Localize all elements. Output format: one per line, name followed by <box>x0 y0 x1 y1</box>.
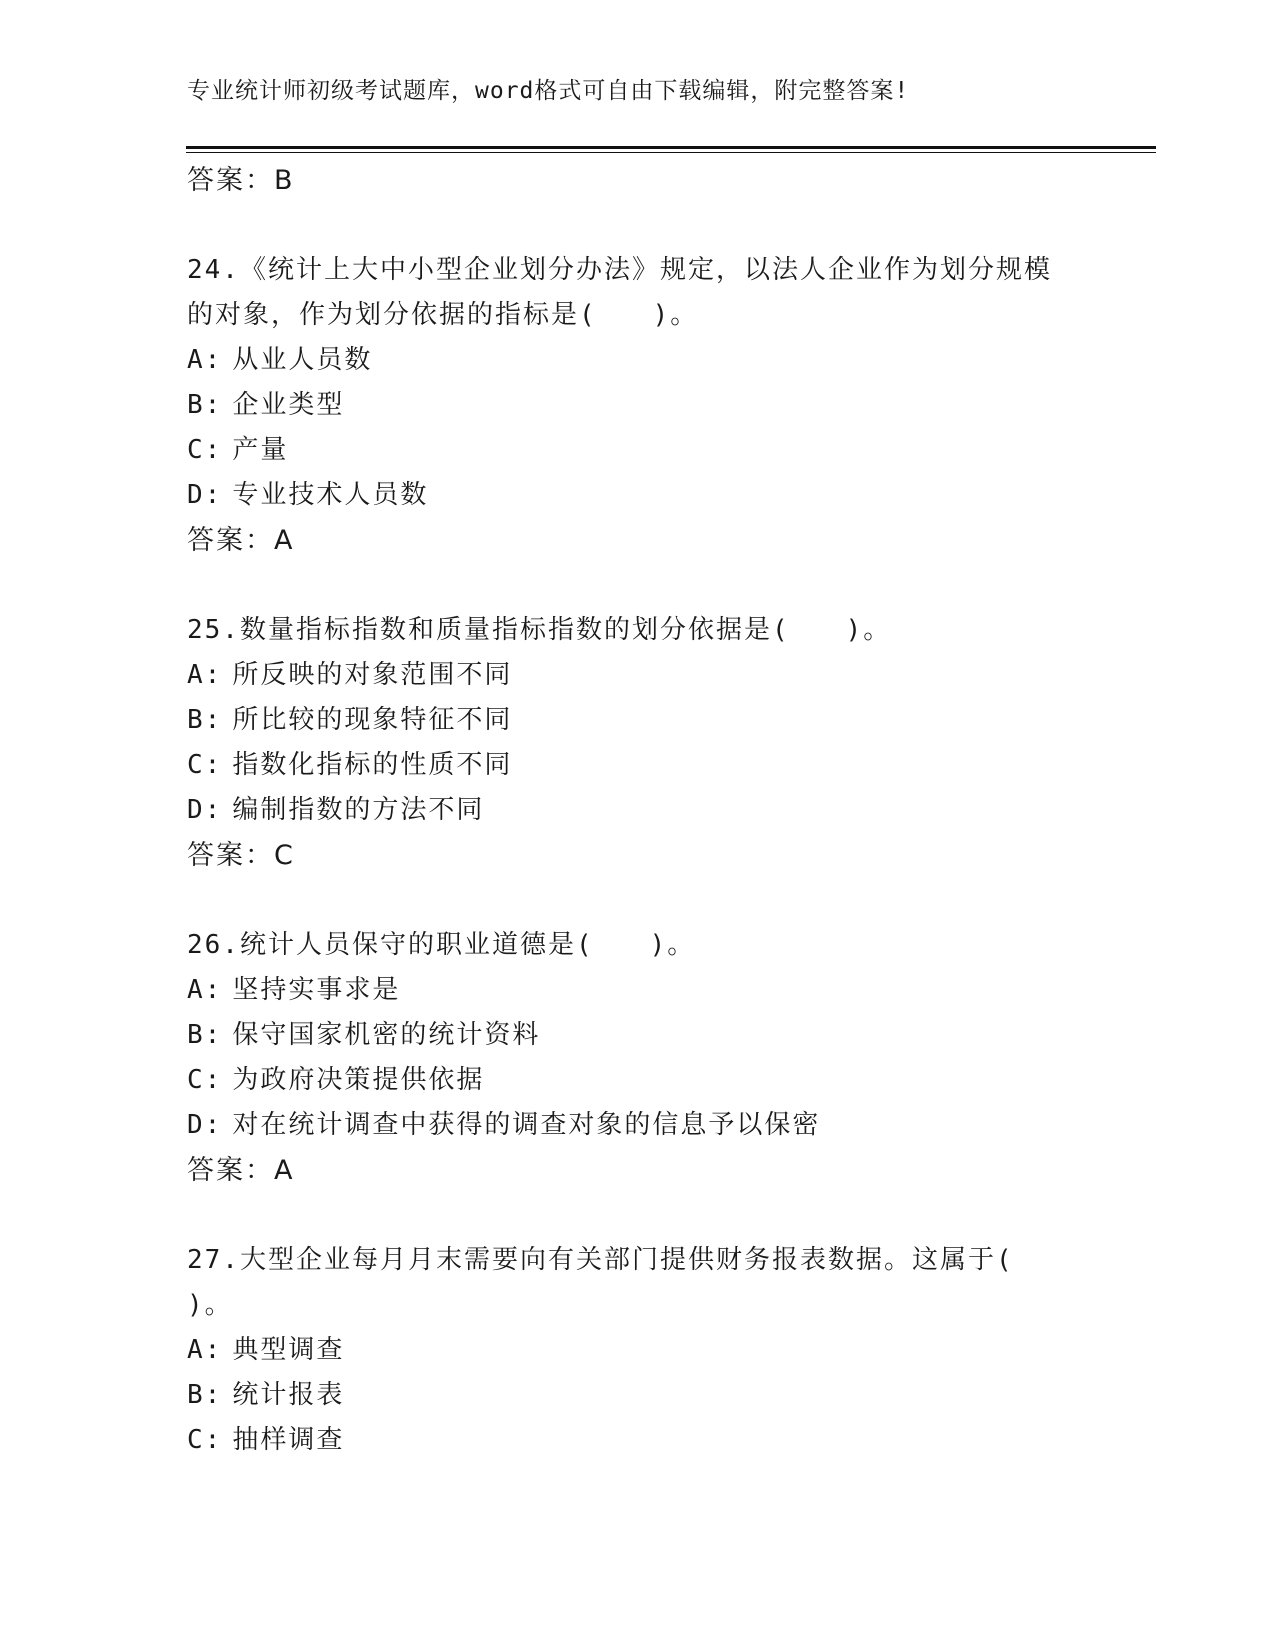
question-block <box>187 1238 1087 1463</box>
question-block <box>187 248 1087 564</box>
option-text: 所反映的对象范围不同 <box>232 660 513 690</box>
header-rule-thick <box>186 146 1156 149</box>
option-letter: B: <box>187 390 223 420</box>
option-letter: C: <box>187 435 223 465</box>
option-letter: C: <box>187 1425 223 1455</box>
option-text: 编制指数的方法不同 <box>232 795 485 825</box>
question-option <box>187 428 1087 473</box>
option-text: 专业技术人员数 <box>232 480 429 510</box>
header-rule-thin <box>186 152 1156 153</box>
question-stem: 26.统计人员保守的职业道德是( )。 <box>187 930 696 960</box>
option-letter: A: <box>187 660 223 690</box>
option-text: 统计报表 <box>232 1380 345 1410</box>
question-option <box>187 1058 1087 1103</box>
question-option <box>187 1418 1087 1463</box>
page-content <box>187 158 1087 1463</box>
question-option <box>187 1328 1087 1373</box>
question-option <box>187 968 1087 1013</box>
option-letter: C: <box>187 750 223 780</box>
page-header: 专业统计师初级考试题库，word格式可自由下载编辑，附完整答案! <box>187 78 910 104</box>
question-stem: 25.数量指标指数和质量指标指数的划分依据是( )。 <box>187 615 892 645</box>
question-stem: )。 <box>187 1290 233 1320</box>
question-option <box>187 1373 1087 1418</box>
option-letter: A: <box>187 345 223 375</box>
question-option <box>187 338 1087 383</box>
option-letter: A: <box>187 1335 223 1365</box>
question-option <box>187 1103 1087 1148</box>
question-block <box>187 923 1087 1194</box>
option-text: 从业人员数 <box>232 345 373 375</box>
option-letter: D: <box>187 1110 223 1140</box>
answer-line: 答案：A <box>187 1155 295 1186</box>
question-option <box>187 653 1087 698</box>
option-letter: C: <box>187 1065 223 1095</box>
option-text: 企业类型 <box>232 390 345 420</box>
question-stem: 24.《统计上大中小型企业划分办法》规定，以法人企业作为划分规模 <box>187 255 1052 285</box>
answer-line: 答案：C <box>187 840 295 871</box>
question-option <box>187 1013 1087 1058</box>
answer-line: 答案：A <box>187 525 295 556</box>
option-letter: A: <box>187 975 223 1005</box>
question-option <box>187 788 1087 833</box>
option-text: 产量 <box>232 435 289 465</box>
option-text: 典型调查 <box>232 1335 345 1365</box>
option-text: 保守国家机密的统计资料 <box>232 1020 541 1050</box>
option-text: 对在统计调查中获得的调查对象的信息予以保密 <box>232 1110 821 1140</box>
option-text: 坚持实事求是 <box>232 975 401 1005</box>
option-letter: B: <box>187 705 223 735</box>
question-option <box>187 473 1087 518</box>
option-letter: D: <box>187 480 223 510</box>
option-letter: B: <box>187 1020 223 1050</box>
question-stem: 的对象，作为划分依据的指标是( )。 <box>187 300 699 330</box>
option-letter: B: <box>187 1380 223 1410</box>
question-option <box>187 743 1087 788</box>
question-option <box>187 383 1087 428</box>
question-stem: 27.大型企业每月月末需要向有关部门提供财务报表数据。这属于( <box>187 1245 1014 1275</box>
option-letter: D: <box>187 795 223 825</box>
question-option <box>187 698 1087 743</box>
question-block <box>187 608 1087 879</box>
previous-answer: 答案：B <box>187 165 295 196</box>
question-list <box>187 248 1087 1463</box>
option-text: 指数化指标的性质不同 <box>232 750 513 780</box>
option-text: 抽样调查 <box>232 1425 345 1455</box>
option-text: 所比较的现象特征不同 <box>232 705 513 735</box>
option-text: 为政府决策提供依据 <box>232 1065 485 1095</box>
